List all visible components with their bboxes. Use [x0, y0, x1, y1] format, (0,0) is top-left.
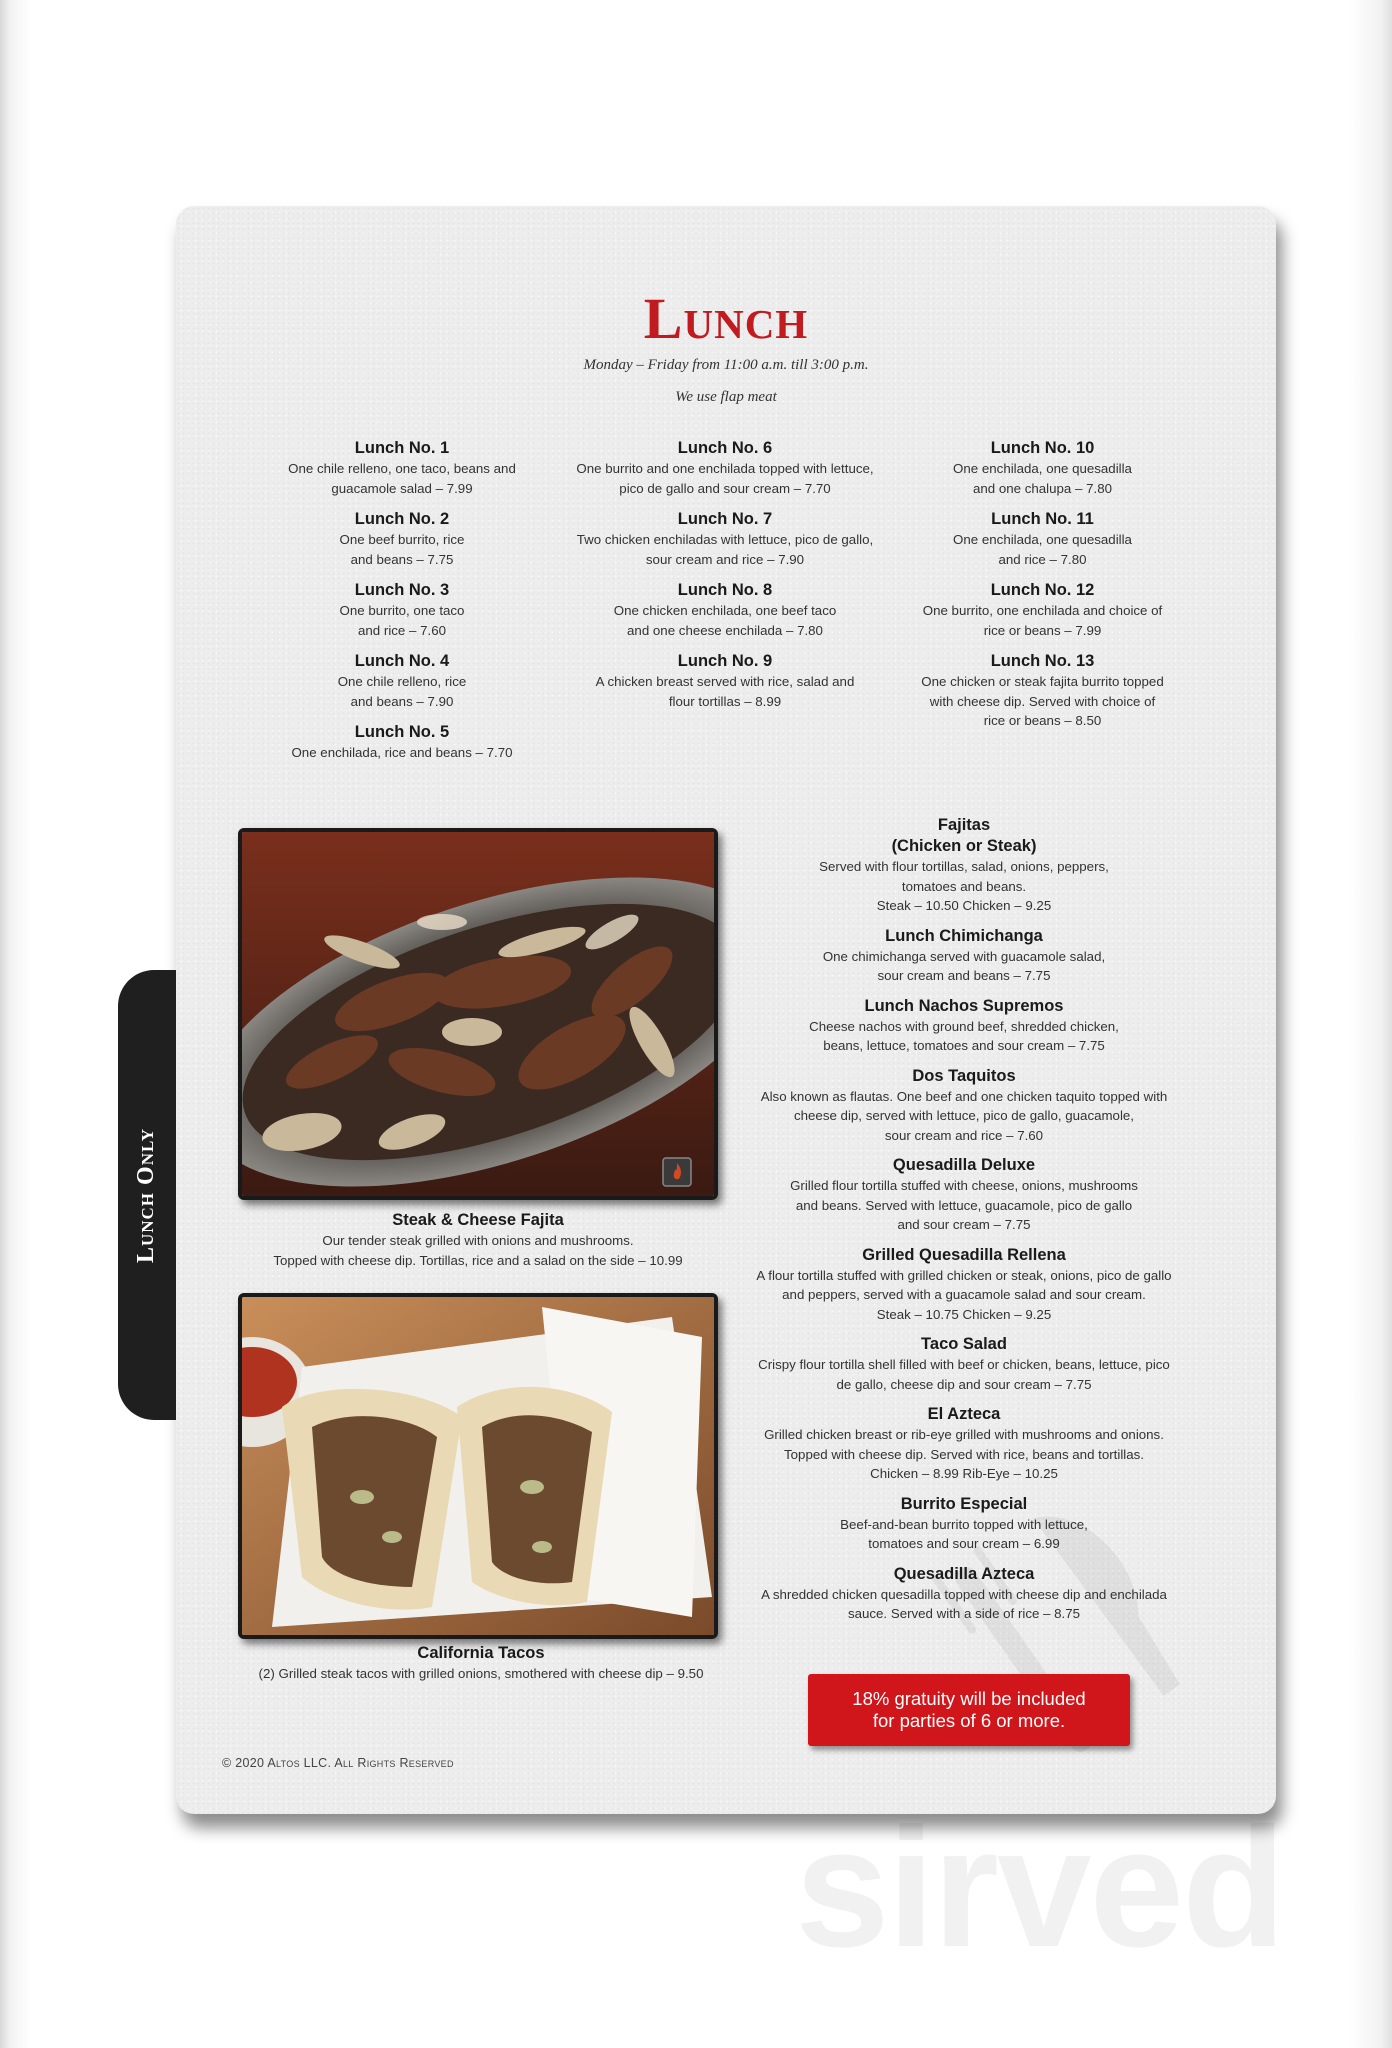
item-name: Lunch Chimichanga: [885, 926, 1043, 945]
menu-item: [252, 438, 552, 498]
item-desc: One burrito, one enchilada and choice of rice or beans – 7.99: [922, 603, 1163, 638]
photo-item-name: Steak & Cheese Fajita: [392, 1211, 564, 1229]
special-item: [730, 1494, 1198, 1554]
item-name: Lunch No. 1: [354, 439, 450, 457]
item-desc: Also known as flautas. One beef and one chicken taquito topped with cheese dip, served with lettuce, pico de gallo, guacamole, sour cream and rice – 7.60: [760, 1088, 1168, 1143]
item-desc: One enchilada, rice and beans – 7.70: [291, 745, 513, 760]
item-desc: A chicken breast served with rice, salad and flour tortillas – 8.99: [595, 674, 855, 709]
menu-item: [900, 438, 1185, 498]
meat-note: We use flap meat: [675, 389, 777, 405]
photo-item-desc: Our tender steak grilled with onions and mushrooms. Topped with cheese dip. Tortillas, rice and a salad on the side – 10.99: [273, 1233, 683, 1268]
item-desc: One chile relleno, rice and beans – 7.90: [337, 674, 467, 709]
item-name: Lunch No. 5: [354, 723, 450, 741]
menu-item: [252, 580, 552, 640]
lunch-column-3: [900, 438, 1185, 742]
item-desc: One chicken enchilada, one beef taco and one cheese enchilada – 7.80: [613, 603, 837, 638]
gratuity-text: 18% gratuity will be included for parties of 6 or more.: [852, 1688, 1086, 1731]
watermark: sirved: [795, 1793, 1284, 1983]
fajita-caption: [238, 1210, 718, 1270]
item-desc: One burrito and one enchilada topped with lettuce, pico de gallo and sour cream – 7.70: [576, 461, 874, 496]
item-desc: Served with flour tortillas, salad, onions, peppers, tomatoes and beans. Steak – 10.50 Chicken – 9.25: [819, 859, 1109, 913]
item-name: Lunch No. 8: [677, 581, 773, 599]
menu-item: [560, 580, 890, 640]
specials-column: [730, 815, 1198, 1634]
item-name: Taco Salad: [921, 1335, 1007, 1353]
special-item: [730, 1564, 1198, 1624]
special-item: [730, 1155, 1198, 1235]
item-desc: Cheese nachos with ground beef, shredded chicken, beans, lettuce, tomatoes and sour cream – 7.75: [809, 1018, 1119, 1053]
item-name: Lunch No. 6: [677, 439, 773, 457]
fajita-image: [242, 832, 714, 1196]
special-item: [730, 926, 1198, 986]
item-desc: Crispy flour tortilla shell filled with beef or chicken, beans, lettuce, pico de gallo, cheese dip and sour cream – 7.75: [758, 1357, 1170, 1392]
item-name: Lunch No. 7: [677, 510, 773, 528]
menu-item: [900, 509, 1185, 569]
item-desc: One chile relleno, one taco, beans and guacamole salad – 7.99: [288, 461, 516, 496]
fajita-photo: [238, 828, 718, 1200]
special-item: [730, 1245, 1198, 1325]
item-desc: One enchilada, one quesadilla and one chalupa – 7.80: [953, 461, 1132, 496]
tacos-photo: [238, 1293, 718, 1639]
menu-item: [560, 438, 890, 498]
item-desc: Grilled chicken breast or rib-eye grilled with mushrooms and onions. Topped with cheese dip. Served with rice, beans and tortillas. Chicken – 8.99 Rib-Eye – 10.25: [764, 1427, 1164, 1481]
side-tab-label-wrap: [118, 970, 176, 1420]
item-name: Quesadilla Azteca: [893, 1564, 1035, 1583]
item-name: Grilled Quesadilla Rellena: [862, 1245, 1066, 1264]
menu-item: [560, 651, 890, 711]
special-item: [730, 1404, 1198, 1484]
item-desc: Beef-and-bean burrito topped with lettuce, tomatoes and sour cream – 6.99: [840, 1516, 1088, 1551]
tacos-image: [242, 1297, 714, 1635]
item-name: Fajitas (Chicken or Steak): [891, 816, 1037, 855]
item-desc: A flour tortilla stuffed with grilled chicken or steak, onions, pico de gallo and peppers, served with a guacamole salad and sour cream. Steak – 10.75 Chicken – 9.25: [756, 1267, 1172, 1322]
item-desc: A shredded chicken quesadilla topped with cheese dip and enchilada sauce. Served with a side of rice – 8.75: [761, 1586, 1167, 1621]
item-desc: Two chicken enchiladas with lettuce, pico de gallo, sour cream and rice – 7.90: [576, 532, 874, 567]
menu-item: [252, 509, 552, 569]
photo-item-desc: (2) Grilled steak tacos with grilled onions, smothered with cheese dip – 9.50: [258, 1666, 704, 1681]
special-item: [730, 996, 1198, 1056]
gratuity-badge: [808, 1674, 1130, 1746]
item-desc: One beef burrito, rice and beans – 7.75: [339, 532, 465, 567]
copyright: © 2020 Altos LLC. All Rights Reserved: [222, 1756, 454, 1770]
item-name: Lunch No. 4: [354, 652, 450, 670]
item-name: Lunch No. 12: [990, 581, 1095, 599]
item-desc: One chimichanga served with guacamole salad, sour cream and beans – 7.75: [822, 948, 1106, 983]
menu-item: [252, 651, 552, 711]
item-desc: One enchilada, one quesadilla and rice – 7.80: [953, 532, 1132, 567]
flame-icon: [662, 1157, 692, 1187]
menu-item: [252, 722, 552, 763]
lunch-column-1: [252, 438, 552, 774]
item-name: Lunch No. 3: [354, 581, 450, 599]
special-item: [730, 1066, 1198, 1146]
item-name: Quesadilla Deluxe: [892, 1156, 1036, 1174]
item-desc: One chicken or steak fajita burrito topped with cheese dip. Served with choice of rice or beans – 8.50: [921, 674, 1164, 728]
tacos-caption: [238, 1643, 724, 1684]
special-item: [730, 815, 1198, 916]
hours-text: Monday – Friday from 11:00 a.m. till 3:00 p.m.: [583, 357, 869, 373]
item-name: Burrito Especial: [900, 1494, 1028, 1513]
lunch-column-2: [560, 438, 890, 722]
item-name: Lunch No. 11: [991, 510, 1094, 528]
item-name: Lunch No. 9: [677, 652, 773, 670]
menu-item: [560, 509, 890, 569]
menu-item: [900, 651, 1185, 731]
item-name: El Azteca: [927, 1405, 1001, 1423]
item-name: Lunch No. 13: [990, 652, 1095, 670]
page-title: Lunch: [643, 286, 809, 351]
photo-item-name: California Tacos: [417, 1644, 545, 1662]
item-name: Dos Taquitos: [912, 1066, 1016, 1085]
item-desc: One burrito, one taco and rice – 7.60: [339, 603, 465, 638]
item-name: Lunch No. 2: [354, 510, 450, 528]
side-tab-label: Lunch Only: [133, 1127, 160, 1263]
special-item: [730, 1334, 1198, 1394]
menu-item: [900, 580, 1185, 640]
item-name: Lunch No. 10: [990, 439, 1095, 457]
item-name: Lunch Nachos Supremos: [864, 996, 1064, 1015]
item-desc: Grilled flour tortilla stuffed with cheese, onions, mushrooms and beans. Served with lettuce, guacamole, pico de gallo and sour cream – 7.75: [790, 1178, 1138, 1232]
